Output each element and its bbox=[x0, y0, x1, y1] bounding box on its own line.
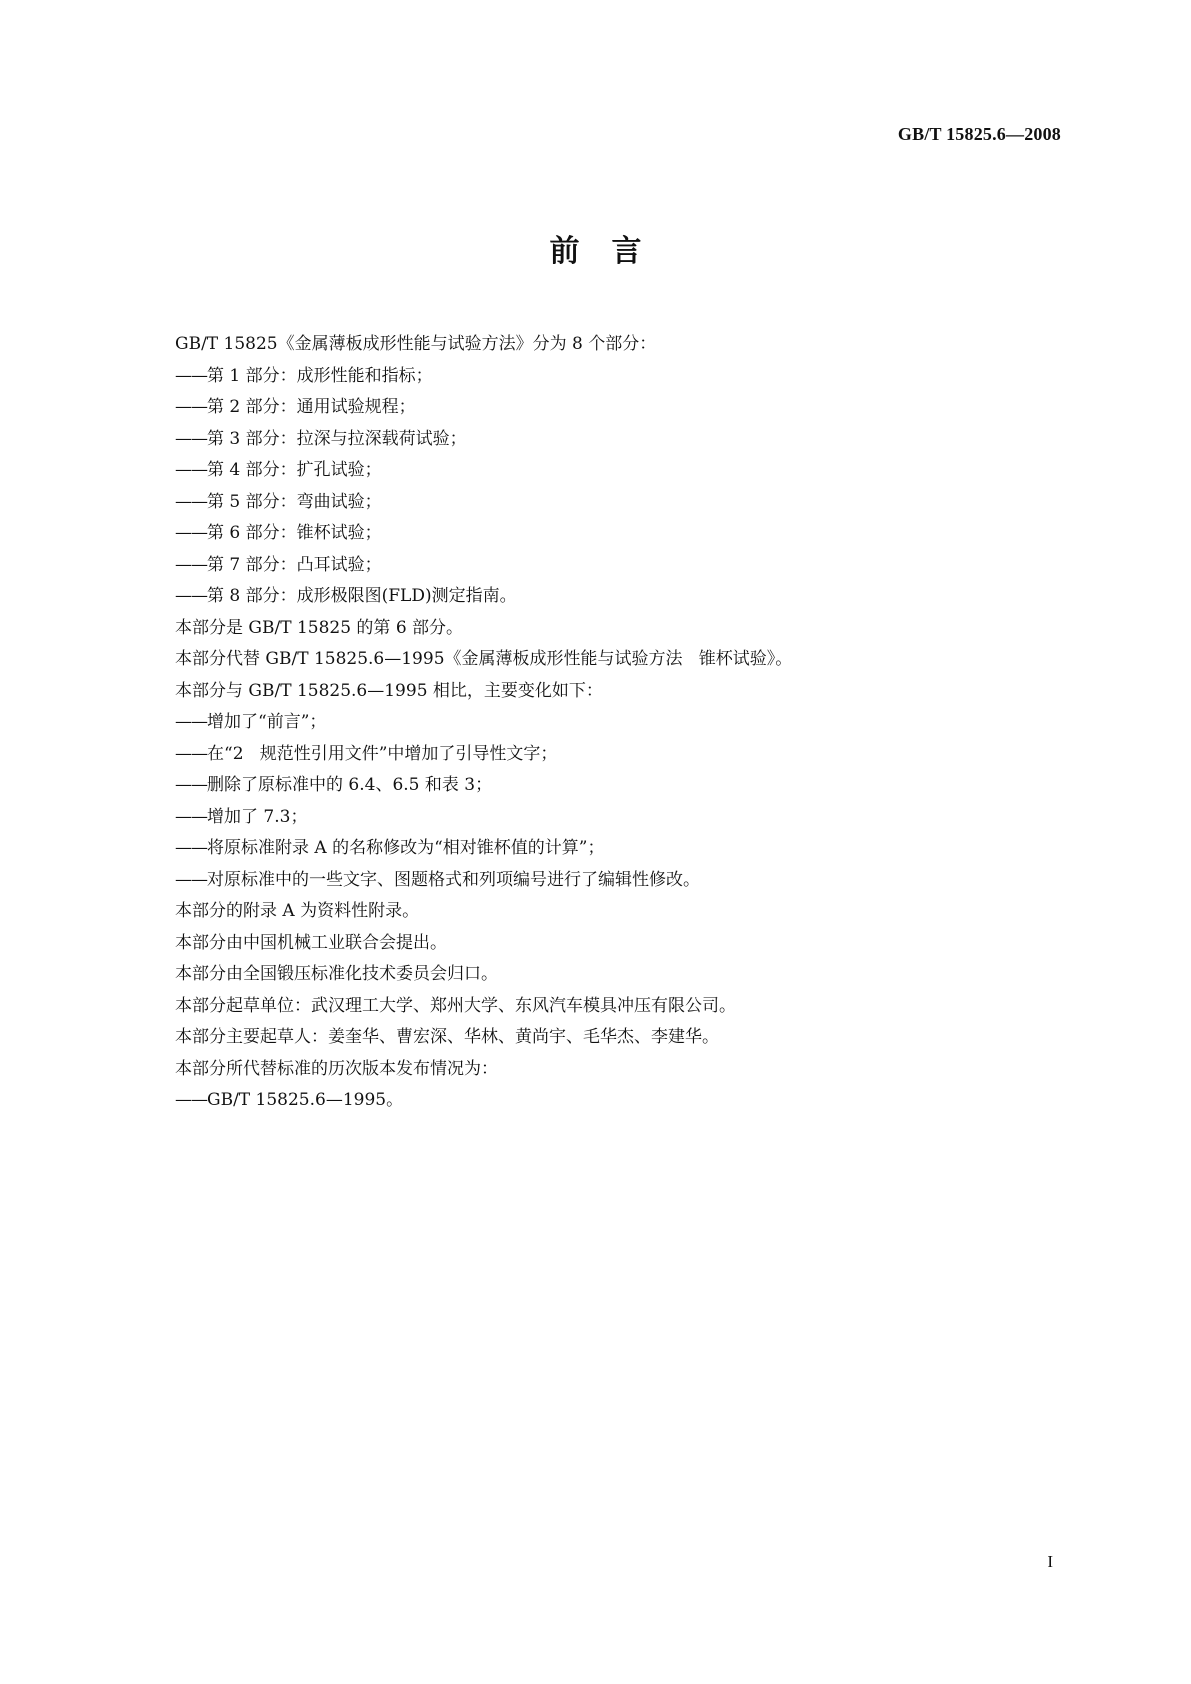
paragraph-line: GB/T 15825《金属薄板成形性能与试验方法》分为 8 个部分： bbox=[175, 334, 657, 354]
paragraph-line: 本部分的附录 A 为资料性附录。 bbox=[175, 901, 420, 921]
list-item: —— 第 2 部分：通用试验规程； bbox=[175, 392, 1075, 424]
list-item: —— 增加了“前言”； bbox=[175, 707, 1075, 739]
document-code: GB/T 15825.6—2008 bbox=[897, 124, 1061, 144]
list-item: —— 第 8 部分：成形极限图(FLD)测定指南。 bbox=[175, 581, 1075, 613]
paragraph-line: 本部分是 GB/T 15825 的第 6 部分。 bbox=[175, 617, 464, 638]
list-item: —— 第 5 部分：弯曲试验； bbox=[175, 487, 1075, 519]
list-item: —— 对原标准中的一些文字、图题格式和列项编号进行了编辑性修改。 bbox=[175, 865, 1075, 897]
paragraph-line: 本部分代替 GB/T 15825.6—1995《金属薄板成形性能与试验方法 锥杯试验》。 bbox=[175, 649, 793, 669]
paragraph-line: 本部分由全国锻压标准化技术委员会归口。 bbox=[175, 964, 498, 984]
list-item: —— 将原标准附录 A 的名称修改为“相对锥杯值的计算”； bbox=[175, 833, 1075, 865]
list-item: —— GB/T 15825.6—1995。 bbox=[175, 1085, 1075, 1117]
list-item: —— 在“2 规范性引用文件”中增加了引导性文字； bbox=[175, 739, 1075, 771]
page-number: I bbox=[1047, 1552, 1053, 1571]
list-item: —— 增加了 7.3； bbox=[175, 802, 1075, 834]
paragraph-line: 本部分主要起草人：姜奎华、曹宏深、华林、黄尚宇、毛华杰、李建华。 bbox=[175, 1027, 719, 1047]
list-item: —— 第 4 部分：扩孔试验； bbox=[175, 455, 1075, 487]
foreword-content bbox=[175, 329, 1075, 1117]
paragraph-line: 本部分由中国机械工业联合会提出。 bbox=[175, 932, 447, 953]
paragraph-line: 本部分所代替标准的历次版本发布情况为： bbox=[175, 1058, 498, 1079]
list-item: —— 删除了原标准中的 6.4、6.5 和表 3； bbox=[175, 770, 1075, 802]
list-item: —— 第 6 部分：锥杯试验； bbox=[175, 518, 1075, 550]
paragraph-line: 本部分与 GB/T 15825.6—1995 相比，主要变化如下： bbox=[175, 680, 603, 701]
page-title: 前言 bbox=[549, 234, 674, 269]
paragraph-line: 本部分起草单位：武汉理工大学、郑州大学、东风汽车模具冲压有限公司。 bbox=[175, 995, 736, 1016]
list-item: —— 第 1 部分：成形性能和指标； bbox=[175, 361, 1075, 393]
list-item: —— 第 3 部分：拉深与拉深载荷试验； bbox=[175, 424, 1075, 456]
list-item: —— 第 7 部分：凸耳试验； bbox=[175, 550, 1075, 582]
